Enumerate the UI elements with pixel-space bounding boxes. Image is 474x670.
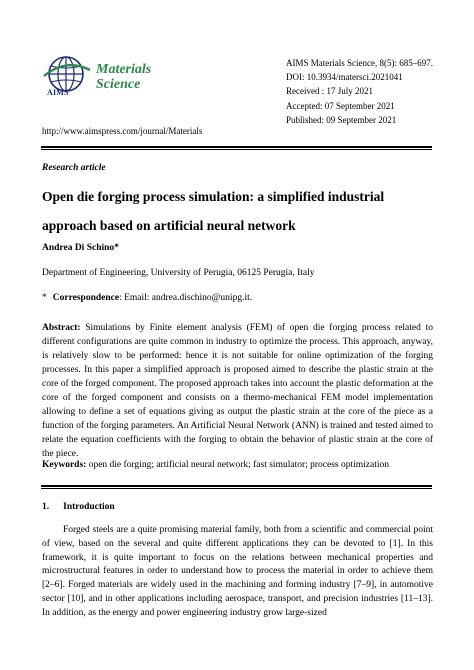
author-name: Andrea Di Schino* [42, 243, 119, 253]
journal-url-link[interactable]: http://www.aimspress.com/journal/Materials [42, 126, 203, 136]
author-affiliation: Department of Engineering, University of Perugia, 06125 Perugia, Italy [42, 268, 315, 278]
keywords [42, 460, 433, 470]
correspondence-label: Correspondence [52, 293, 120, 303]
section-number: 1. [42, 502, 50, 512]
logo-line-1: Materials [96, 62, 152, 77]
abstract-label: Abstract: [42, 323, 81, 333]
correspondence-email[interactable]: : Email: andrea.dischino@unipg.it. [119, 293, 253, 303]
publication-meta [286, 56, 433, 127]
logo-aims-text: AIMS [47, 88, 69, 97]
section-heading-introduction [42, 502, 115, 512]
meta-published: Published: 09 September 2021 [286, 114, 397, 125]
meta-citation: AIMS Materials Science, 8(5): 685–697. [286, 58, 433, 68]
section-title: Introduction [63, 502, 115, 512]
journal-logo [40, 52, 200, 108]
meta-received: Received : 17 July 2021 [286, 86, 373, 97]
introduction-paragraph: Forged steels are a quite promising material family, both from a scientific and commercial point of view, based on the several and quite different applications they can be devoted to [1]. In this framework, it is quite important to focus on the relations between mechanical properties and microstructural features in order to understand how to process the material in order to achieve them [2–6]. Forged materials are widely used in the machining and forming industry [7–9], in automotive sector [10], and in other applications including aerospace, transport, and precision industries [11–13]. In addition, as the energy and power engineering industry grow large-sized [42, 525, 433, 618]
correspondence [42, 293, 252, 303]
abstract-divider-thin [41, 488, 432, 489]
abstract [42, 321, 433, 461]
keywords-text: open die forging; artificial neural network; fast simulator; process optimization [86, 460, 390, 470]
logo-journal-name [96, 62, 151, 92]
logo-line-2: Science [96, 77, 141, 92]
abstract-divider [41, 485, 432, 487]
paper-title: Open die forging process simulation: a simplified industrial approach based on artificial neural network [42, 189, 385, 233]
article-type: Research article [42, 163, 106, 173]
meta-accepted: Accepted: 07 September 2021 [286, 100, 395, 111]
keywords-label: Keywords: [42, 460, 87, 470]
header-divider-thin [41, 149, 432, 150]
header-divider [41, 146, 432, 148]
abstract-text: Simulations by Finite element analysis (FEM) of open die forging process related to different configurations are quite common in industry to optimize the process. This approach, anyway, is relatively slow to be performed: hence it is not suitable for online optimization of the forging processes. In this paper a simplified approach is proposed aimed to describe the plastic strain at the core of the forged component. The proposed approach takes into account the plastic deformation at the core of the forged component and consists on a thermo-mechanical FEM model implementation allowing to define a set of equations giving as output the plastic strain at the core of the piece as a function of the forging parameters. An Artificial Neural Network (ANN) is trained and tested aimed to relate the equation coefficients with the forging to obtain the behavior of plastic strain at the core of the piece. [42, 323, 433, 459]
correspondence-star: * [42, 293, 47, 303]
meta-doi[interactable]: DOI: 10.3934/matersci.2021041 [286, 72, 403, 83]
